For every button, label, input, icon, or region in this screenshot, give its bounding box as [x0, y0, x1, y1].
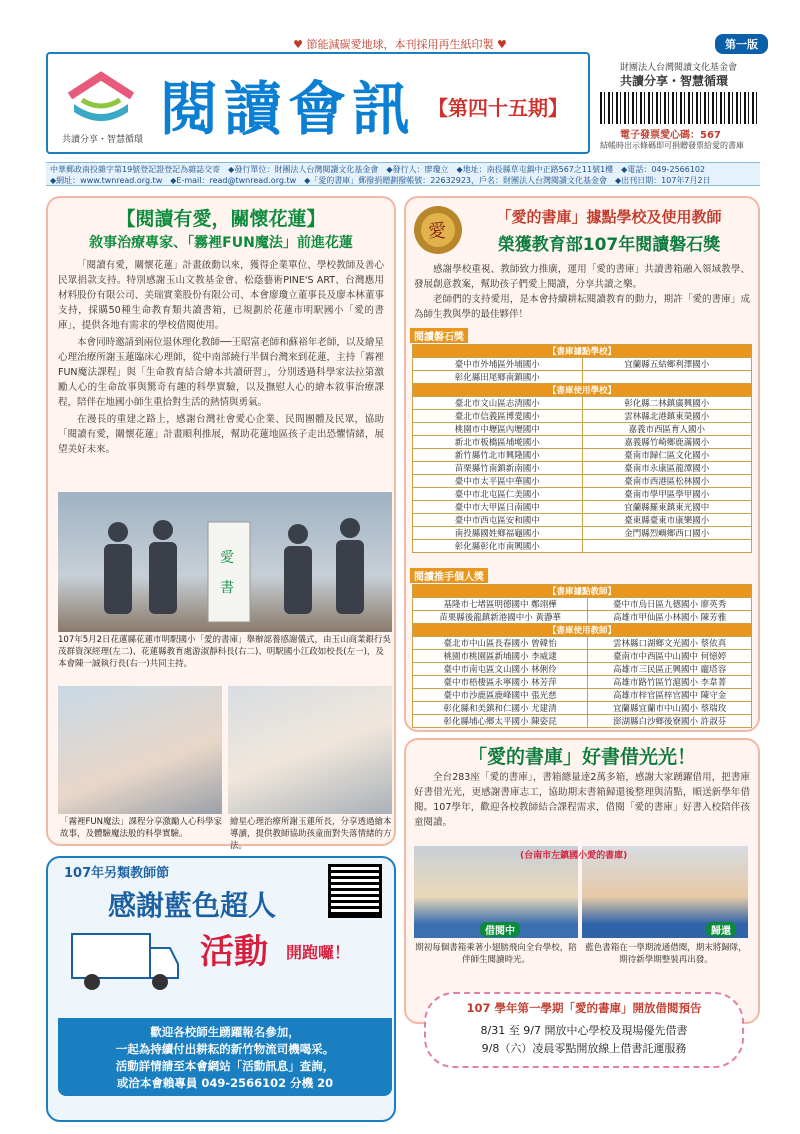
award-cell: 彰化縣彰化市南興國小	[413, 540, 583, 553]
teachers-base-header: 【書庫據點教師】	[413, 585, 752, 598]
lending-tag: 借閱中	[480, 922, 520, 937]
award-cell: 基隆市七堵區明德國中 鄭翊樺	[413, 598, 588, 611]
award-row	[413, 410, 752, 423]
award-cell: 臺南市歸仁區文化國小	[582, 449, 752, 462]
award-cell: 高雄市梓官區梓官國中 陳守金	[588, 689, 752, 702]
invoice-note: 結帳時出示條碼即可捐贈發票給愛的書庫	[600, 141, 744, 150]
award-cell: 臺中市烏日區九德國小 廖英秀	[588, 598, 752, 611]
schools-base-header: 【書庫據點學校】	[413, 345, 752, 358]
teacher-day-details	[58, 1024, 392, 1092]
award-row	[413, 663, 752, 676]
award-medal-icon	[410, 202, 466, 258]
award-cell: 桃園市桃園區新埔國小 李威逮	[413, 650, 588, 663]
award-cell: 臺中市梧棲區永寧國小 林芳萍	[413, 676, 588, 689]
therapy-caption: 繪星心理治療所謝玉蓮所長，分享透過繪本導讀，提供教師協助孩童面對失落情緒的方法。	[230, 817, 392, 851]
info-line-2: ◆網址：www.twnread.org.tw ◆E-mail：read@twnread.org.tw ◆「愛的書庫」郵撥捐贈劃撥帳號：22632923，戶名：財團法人台灣閱讀文化基金會 ◆出刊日期：107年7月2日	[50, 176, 711, 185]
award-row	[413, 676, 752, 689]
award-cell: 臺中市沙鹿區鹿峰國中 張光慈	[413, 689, 588, 702]
person-award-table	[412, 584, 752, 728]
award-cell: 臺中市外埔區外埔國小	[413, 358, 583, 371]
logo-text: 共讀分享・智慧循環	[62, 135, 144, 145]
award-cell: 嘉義縣竹崎鄉鹿滿國小	[582, 436, 752, 449]
award-row	[413, 650, 752, 663]
award-cell: 宜蘭縣宜蘭市中山國小 蔡瑞玫	[588, 702, 752, 715]
award-row	[413, 488, 752, 501]
award-row	[413, 527, 752, 540]
award-row	[413, 397, 752, 410]
award-cell: 嘉義市西區育人國小	[582, 423, 752, 436]
award-cell: 金門縣烈嶼鄉西口國小	[582, 527, 752, 540]
award-cell: 彰化縣田尾鄉南鎮國小	[413, 371, 583, 384]
award-cell: 桃園市中壢區內壢國中	[413, 423, 583, 436]
award-row	[413, 436, 752, 449]
award-cell: 宜蘭縣五結鄉利澤國小	[582, 358, 752, 371]
award-row	[413, 689, 752, 702]
award-cell: 臺北市信義區博愛國小	[413, 410, 583, 423]
award-cell: 臺中市大甲區日南國中	[413, 501, 583, 514]
people-icon	[58, 492, 392, 632]
award-cell: 雲林縣口湖鄉文光國小 蔡依真	[588, 637, 752, 650]
award-row	[413, 475, 752, 488]
award-cell: 高雄市路竹區竹滬國小 李韋菁	[588, 676, 752, 689]
schools-use-header: 【書庫使用學校】	[413, 384, 752, 397]
invoice-code: 電子發票愛心碼：567	[620, 130, 721, 141]
award-row	[413, 462, 752, 475]
return-caption: 藍色書箱在一學期流通借閱，期末將歸隊，期待新學期整裝再出發。	[585, 943, 747, 965]
award-row	[413, 702, 752, 715]
borrow-paragraph: 全台283座「愛的書庫」，書箱總量達2萬多箱，感謝大家踴躍借用，把書庫好書借光光，更感謝書庫志工，協助期末書箱歸還後整理與清點，順送新學年借閱。107學年，歡迎各校教師結合課程需求，借閱「愛的書庫」好書入校陪伴孩童閱讀。	[414, 772, 750, 828]
science-caption: 「霧裡FUN魔法」課程分享激勵人心科學家故事，及體驗魔法般的科學實驗。	[60, 817, 222, 839]
science-class-photo	[58, 686, 222, 814]
award-row	[413, 611, 752, 624]
band-line-4: 或洽本會賴專員 049-2566102 分機 20	[116, 1076, 334, 1090]
slogan: ♥ 節能減碳愛地球，本刊採用再生紙印製 ♥	[293, 38, 507, 51]
left-headline-2: 敘事治療專家、「霧裡FUN魔法」前進花蓮	[89, 235, 353, 251]
left-article-body	[58, 258, 384, 457]
award-row	[413, 449, 752, 462]
svg-text:愛: 愛	[220, 550, 234, 566]
left-paragraph-3: 在漫長的重建之路上，感謝台灣社會愛心企業、民間團體及民眾，協助「閱讀有愛，關懷花蓮」計畫順利推展，幫助花蓮地區孩子走出恐懼情緒，展望美好未來。	[58, 414, 384, 455]
svg-text:愛: 愛	[428, 221, 446, 242]
award-cell: 臺中市北屯區仁美國小	[413, 488, 583, 501]
award-row	[413, 358, 752, 371]
edition-badge: 第一版	[715, 34, 768, 54]
award-cell: 臺南市中西區中山國中 何憶婷	[588, 650, 752, 663]
award-cell: 新竹縣竹北市興隆國小	[413, 449, 583, 462]
award-cell: 臺南市學甲區學甲國小	[582, 488, 752, 501]
barcode-icon	[600, 92, 758, 124]
award-cell: 高雄市三民區正興國中 龐塔容	[588, 663, 752, 676]
notice-line-2: 9/8（六）凌晨零點開放線上借書託運服務	[481, 1042, 687, 1055]
left-paragraph-1: 「閱讀有愛，關懷花蓮」計畫啟動以來，獲得企業單位、學校教師及善心民眾捐款支持。特別感謝玉山文教基金會、松蔭藝術PINE'S ART、台灣應用材料股份有限公司、美瑞實業股份有限公司、本會廖瓊立董事長及廖本林董事支持，採購50種生命教育類共讀書箱，已規劃於花蓮市明駅國小「愛的書庫」，提供各地有需求的學校借閱使用。	[58, 260, 384, 331]
foundation-name: 財團法人台灣閱讀文化基金會	[620, 63, 738, 73]
award-row	[413, 501, 752, 514]
ceremony-photo	[58, 492, 392, 632]
award-cell: 宜蘭縣羅東鎮東光國中	[582, 501, 752, 514]
label-school-award: 閱讀磐石獎	[410, 328, 468, 343]
right-article-body	[414, 262, 750, 322]
borrow-body	[414, 770, 750, 830]
award-cell: 臺中市西屯區安和國中	[413, 514, 583, 527]
award-cell: 南投縣國姓鄉福龜國小	[413, 527, 583, 540]
therapy-class-photo	[228, 686, 392, 814]
photo-location-label: (台南市左鎮國小愛的書庫)	[520, 851, 628, 861]
award-row	[413, 637, 752, 650]
award-cell: 雲林縣北港鎮東榮國小	[582, 410, 752, 423]
teacher-day-line-2: 活動	[200, 932, 268, 972]
info-line-1: 中華郵政南投雜字第19號登記證登記為雜誌交寄 ◆發行單位：財團法人台灣閱讀文化基金會 ◆發行人：廖瓊立 ◆地址：南投縣草屯鎮中正路567之11號1樓 ◆電話：049-2566102	[50, 165, 706, 174]
award-cell: 臺東縣臺東市康樂國小	[582, 514, 752, 527]
award-cell: 新北市板橋區埔墘國小	[413, 436, 583, 449]
award-row	[413, 540, 752, 553]
teacher-day-line-1: 感謝藍色超人	[108, 889, 277, 922]
award-row	[413, 514, 752, 527]
award-cell: 苗栗縣竹南鎮新南國小	[413, 462, 583, 475]
right-headline-2: 榮獲教育部107年閱讀磐石獎	[497, 235, 721, 255]
left-paragraph-2: 本會同時邀請到兩位退休理化教師──王昭富老師和蘇裕年老師，以及繪星心理治療所謝玉蓮臨床心理師，從中南部繞行半個台灣來到花蓮，主持「霧裡FUN魔法課程」與「生命教育結合繪本共讀研習」，分別透過科學家法拉第激勵人心的生命故事與驚奇有趣的科學實驗，以及撫慰人心的繪本敘事治療課程，陪伴在地國小師生重拾對生活的熱情與勇氣。	[58, 337, 384, 408]
school-award-table	[412, 344, 752, 553]
award-row	[413, 371, 752, 384]
award-cell: 苗栗縣後龍鎮新港國中小 黃瀞華	[413, 611, 588, 624]
right-paragraph-2: 老師們的支持愛用，是本會持續耕耘閱讀教育的動力，期許「愛的書庫」成為師生教與學的最佳夥伴！	[414, 294, 750, 320]
award-cell: 高雄市甲仙區小林國小 陳芳雅	[588, 611, 752, 624]
label-person-award: 閱讀推手個人獎	[410, 568, 488, 583]
award-row	[413, 423, 752, 436]
award-cell	[582, 371, 752, 384]
svg-text:書: 書	[220, 580, 234, 596]
award-cell: 臺中市南屯區文山國小 林俐伶	[413, 663, 588, 676]
award-cell: 臺北市文山區志清國小	[413, 397, 583, 410]
share-slogan: 共讀分享・智慧循環	[620, 74, 729, 88]
newsletter-title: 閱讀會訊	[160, 75, 417, 143]
band-line-3: 活動詳情請至本會網站「活動訊息」查詢，	[115, 1059, 335, 1073]
ceremony-caption: 107年5月2日花蓮縣花蓮市明駅國小「愛的書庫」舉辦認養感謝儀式，由玉山商業銀行吳茂群資深經理(左二)、花蓮縣教育處游淑靜科長(右二)、明駅國小江政如校長(左一)，及本會陳一誠執行長(右一)共同主持。	[58, 635, 392, 669]
band-line-1: 歡迎各校師生踴躍報名參加，	[150, 1025, 300, 1039]
right-headline-1: 「愛的書庫」據點學校及使用教師	[496, 208, 722, 226]
publication-info	[46, 162, 760, 186]
notice-line-1: 8/31 至 9/7 開放中心學校及現場優先借書	[480, 1024, 688, 1037]
award-cell: 彰化縣埔心鄉太平國小 陳姿昆	[413, 715, 588, 728]
award-row	[413, 715, 752, 728]
teachers-use-header: 【書庫使用教師】	[413, 624, 752, 637]
award-row	[413, 598, 752, 611]
qr-code-icon[interactable]	[328, 864, 382, 918]
notice-title: 107 學年第一學期「愛的書庫」開放借閱預告	[466, 1001, 702, 1015]
award-cell: 彰化縣二林鎮廣興國小	[582, 397, 752, 410]
award-cell	[582, 540, 752, 553]
award-cell: 澎湖縣白沙鄉後寮國小 許淑芬	[588, 715, 752, 728]
foundation-logo-icon	[62, 66, 140, 126]
teacher-day-tag: 107年另類教師節	[64, 866, 170, 881]
award-cell: 臺南市西港區松林國小	[582, 475, 752, 488]
award-cell: 臺南市永康區龍潭國小	[582, 462, 752, 475]
band-line-2: 一起為持續付出耕耘的新竹物流司機喝采。	[115, 1042, 335, 1056]
left-headline-1: 【閱讀有愛，關懷花蓮】	[116, 208, 326, 230]
right-paragraph-1: 感謝學校重視、教師致力推廣，運用「愛的書庫」共讀書箱融入領域教學、發展創意教案，幫助孩子們愛上閱讀，分享共讀之樂。	[414, 264, 750, 290]
truck-icon	[64, 924, 184, 1004]
award-cell: 彰化縣和美鎮和仁國小 尤建清	[413, 702, 588, 715]
borrow-title: 「愛的書庫」好書借光光！	[467, 746, 696, 768]
lending-caption: 期初每個書箱乘著小翅膀飛向全台學校，陪伴師生閱讀時光。	[415, 943, 577, 965]
award-cell: 臺中市太平區中華國小	[413, 475, 583, 488]
award-cell: 臺北市中山區長春國小 曾韓怡	[413, 637, 588, 650]
return-tag: 歸還	[706, 922, 736, 937]
issue-number: 【第四十五期】	[428, 96, 568, 120]
teacher-day-line-3: 開跑囉！	[286, 943, 351, 962]
